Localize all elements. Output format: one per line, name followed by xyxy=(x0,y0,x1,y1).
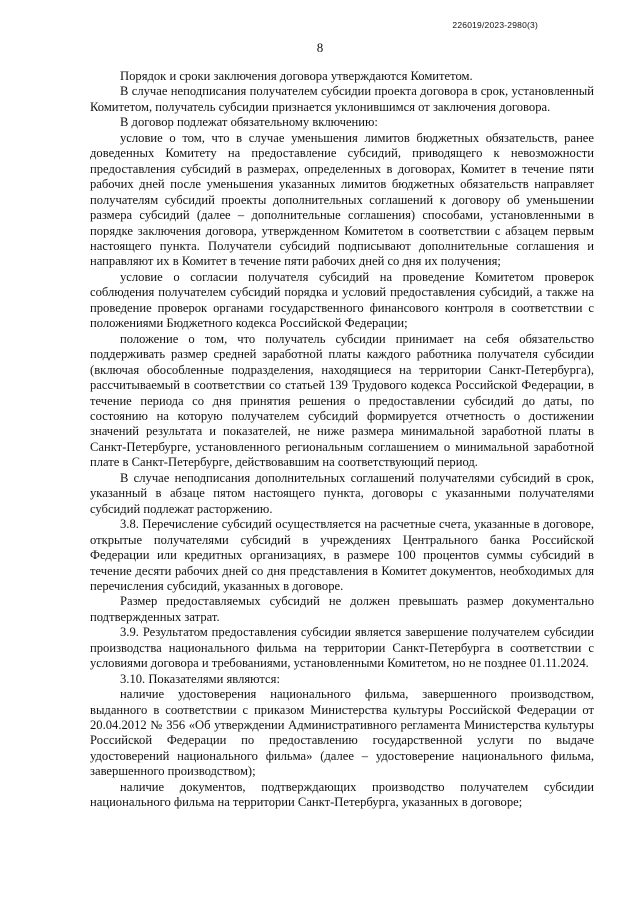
paragraph: В случае неподписания получателем субсидии проекта договора в срок, установленный Комитетом, получатель субсидии признается уклонившимся от заключения договора. xyxy=(90,84,594,114)
document-registration-number: 226019/2023-2980(3) xyxy=(452,20,538,30)
paragraph: Размер предоставляемых субсидий не должен превышать размер документально подтвержденных затрат. xyxy=(90,594,594,624)
paragraph: В случае неподписания дополнительных соглашений получателями субсидий в срок, указанный в абзаце пятом настоящего пункта, договоры с указанными получателями субсидий подлежат расторжению. xyxy=(90,470,594,516)
paragraph: положение о том, что получатель субсидии принимает на себя обязательство поддерживать размер средней заработной платы каждого работника получателя субсидии (включая обособленные подразделения, находящиеся на территории Санкт-Петербурга), рассчитываемый в соответствии со статьей 139 Трудового кодекса Российской Федерации, в течение периода со дня принятия решения о предоставлении субсидий до даты, по состоянию на которую получателем субсидий формируется отчетность о достижении значений результата и показателей, не ниже размера минимальной заработной платы в Санкт-Петербурге, установленного региональным соглашением о минимальной заработной плате в Санкт-Петербурге, действовавшим на соответствующий период. xyxy=(90,331,594,470)
paragraph: наличие документов, подтверждающих производство получателем субсидии национального фильма на территории Санкт-Петербурга, указанных в договоре; xyxy=(90,779,594,810)
paragraph: 3.8. Перечисление субсидий осуществляется на расчетные счета, указанные в договоре, открытые получателями субсидий в учреждениях Центрального банка Российской Федерации или кредитных организациях, в размере 100 процентов суммы субсидий в течение десяти рабочих дней со дня представления в Комитет документов, необходимых для перечисления субсидий, указанных в договоре. xyxy=(90,517,594,593)
paragraph: В договор подлежат обязательному включению: xyxy=(120,115,378,130)
paragraph: 3.10. Показателями являются: xyxy=(120,671,280,686)
paragraph: условие о том, что в случае уменьшения лимитов бюджетных обязательств, ранее доведенных Комитету на предоставление субсидий, приводящего к невозможности предоставления субсидий в размерах, определенных в договорах, Комитет в течение пяти рабочих дней после уменьшения указанных лимитов бюджетных обязательств направляет получателям субсидий проекты дополнительных соглашений к договору об уменьшении размера субсидий (далее – дополнительные соглашения) способами, установленными в порядке заключения договора, утвержденном Комитетом в соответствии с абзацем первым настоящего пункта. Получатели субсидий подписывают дополнительные соглашения и направляют их в Комитет в течение пяти рабочих дней со дня их получения; xyxy=(90,130,594,269)
paragraph: условие о согласии получателя субсидий на проведение Комитетом проверок соблюдения получателем субсидий порядка и условий предоставления субсидий, а также на проведение проверок органами государственного финансового контроля в соответствии с положениями Бюджетного кодекса Российской Федерации; xyxy=(90,269,594,331)
paragraph: 3.9. Результатом предоставления субсидии является завершение получателем субсидии производства национального фильма на территории Санкт-Петербурга в соответствии с условиями договора и требованиями, установленными Комитетом, но не позднее 01.11.2024. xyxy=(90,625,594,671)
page-number: 8 xyxy=(316,40,324,55)
paragraph: Порядок и сроки заключения договора утверждаются Комитетом. xyxy=(120,69,473,83)
document-body xyxy=(90,69,594,811)
paragraph: наличие удостоверения национального фильма, завершенного производством, выданного в соответствии с приказом Министерства культуры Российской Федерации от 20.04.2012 № 356 «Об утверждении Административного регламента Министерства культуры Российской Федерации по предоставлению государственной услуги по выдаче удостоверений национального фильма» (далее – удостоверение национального фильма, завершенного производством); xyxy=(90,687,594,779)
